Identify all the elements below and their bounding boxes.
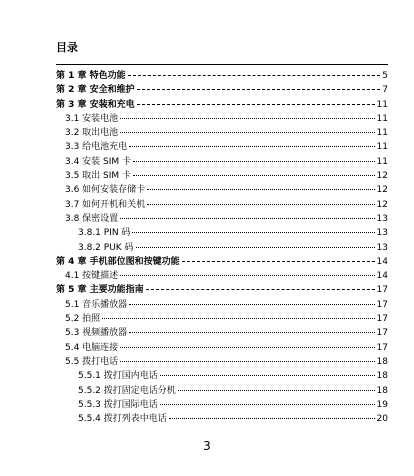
toc-entry-label: 3.2 取出电池 [65,128,119,139]
toc-section-entry[interactable] [56,112,388,126]
toc-section-entry[interactable] [56,226,388,240]
toc-entry-label: 5.1 音乐播放器 [65,299,128,310]
toc-entry-label: 第 1 章 特色功能 [56,71,126,81]
dot-leader [169,418,375,419]
toc-entry-label: 5.5.4 拨打列表中电话 [78,414,167,425]
toc-entry-page: 19 [376,399,388,410]
toc-entry-page: 17 [376,328,388,339]
toc-entry-label: 第 2 章 安全和维护 [56,85,135,96]
toc-entry-label: 3.4 安装 SIM 卡 [65,156,132,167]
toc-entry-page: 18 [376,385,388,396]
toc-section-entry[interactable] [56,140,388,154]
toc-chapter-entry[interactable] [56,255,388,269]
toc-section-entry[interactable] [56,369,388,383]
dot-leader [182,261,375,262]
dot-leader [133,175,375,176]
toc-entry-page: 11 [376,113,388,124]
toc-entry-page: 20 [376,414,388,425]
toc-section-entry[interactable] [56,384,388,398]
toc-entry-label: 3.8.1 PIN 码 [78,228,131,239]
dot-leader [120,218,374,219]
toc-entry-label: 5.3 视频播放器 [65,328,128,339]
toc-entry-page: 13 [376,228,388,239]
dot-leader [128,75,381,76]
toc-title: 目录 [56,41,78,54]
toc-section-entry[interactable] [56,269,388,283]
toc-section-entry[interactable] [56,126,388,140]
toc-entry-label: 5.5 拨打电话 [65,356,119,367]
toc-entry-page: 17 [376,314,388,325]
toc-entry-label: 第 5 章 主要功能指南 [56,285,144,296]
toc-section-entry[interactable] [56,169,388,183]
toc-entry-page: 17 [376,299,388,310]
toc-section-entry[interactable] [56,212,388,226]
toc-entry-page: 14 [376,256,388,267]
toc-entry-label: 3.8.2 PUK 码 [78,242,134,253]
toc-entry-page: 11 [376,128,388,139]
toc-section-entry[interactable] [56,398,388,412]
dot-leader [120,347,374,348]
toc-entry-page: 12 [376,185,388,196]
page-number: 3 [203,439,211,453]
toc-entry-label: 3.5 取出 SIM 卡 [65,171,132,182]
toc-entry-label: 5.5.2 拨打固定电话分机 [78,385,176,396]
dot-leader [137,89,381,90]
toc-entry-label: 5.5.3 拨打国际电话 [78,399,158,410]
dot-leader [178,390,375,391]
toc-entry-page: 18 [376,356,388,367]
toc-section-entry[interactable] [56,183,388,197]
dot-leader [136,247,375,248]
toc-entry-page: 11 [376,99,388,110]
toc-section-entry[interactable] [56,298,388,312]
toc-entry-label: 3.3 给电池充电 [65,142,128,153]
toc-entry-label: 3.1 安装电池 [65,113,119,124]
dot-leader [137,104,375,105]
toc-section-entry[interactable] [56,326,388,340]
toc-entry-label: 3.7 如何开机和关机 [65,199,146,210]
toc-section-entry[interactable] [56,412,388,426]
toc-entry-label: 5.4 电脑连接 [65,342,119,353]
toc-entry-page: 5 [382,71,388,81]
dot-leader [120,275,374,276]
toc-section-entry[interactable] [56,312,388,326]
toc-entry-page: 12 [376,171,388,182]
toc-entry-page: 12 [376,199,388,210]
dot-leader [129,332,374,333]
toc-entry-label: 5.5.1 拨打国内电话 [78,371,158,382]
dot-leader [120,132,374,133]
toc-chapter-entry[interactable] [56,98,388,112]
toc-section-entry[interactable] [56,198,388,212]
toc-chapter-entry[interactable] [56,83,388,97]
toc-entry-page: 11 [376,142,388,153]
toc-entry-page: 17 [376,342,388,353]
dot-leader [132,232,374,233]
dot-leader [120,118,374,119]
dot-leader [129,146,374,147]
dot-leader [120,361,374,362]
dot-leader [147,189,374,190]
toc-chapter-entry[interactable] [56,69,388,83]
title-rule [56,64,388,65]
toc-entry-page: 13 [376,213,388,224]
toc-entry-page: 11 [376,156,388,167]
dot-leader [160,404,375,405]
toc-entry-page: 7 [382,85,388,96]
dot-leader [146,289,375,290]
dot-leader [133,161,375,162]
dot-leader [129,304,374,305]
toc-section-entry[interactable] [56,355,388,369]
toc-entry-label: 4.1 按键描述 [65,271,119,282]
dot-leader [160,375,375,376]
toc-entry-page: 13 [376,242,388,253]
toc-entry-label: 第 3 章 安装和充电 [56,99,135,110]
toc-entry-label: 5.2 拍照 [65,314,101,325]
toc-entry-label: 3.6 如何安装存储卡 [65,185,146,196]
toc-section-entry[interactable] [56,241,388,255]
dot-leader [102,318,374,319]
toc-chapter-entry[interactable] [56,283,388,297]
toc-entry-page: 17 [376,285,388,296]
toc-entry-label: 第 4 章 手机部位图和按键功能 [56,256,180,267]
toc-section-entry[interactable] [56,341,388,355]
toc-entry-page: 14 [376,271,388,282]
dot-leader [147,204,374,205]
toc-entry-label: 3.8 保密设置 [65,213,119,224]
toc-entry-page: 18 [376,371,388,382]
toc-section-entry[interactable] [56,155,388,169]
toc-entries [56,69,388,426]
